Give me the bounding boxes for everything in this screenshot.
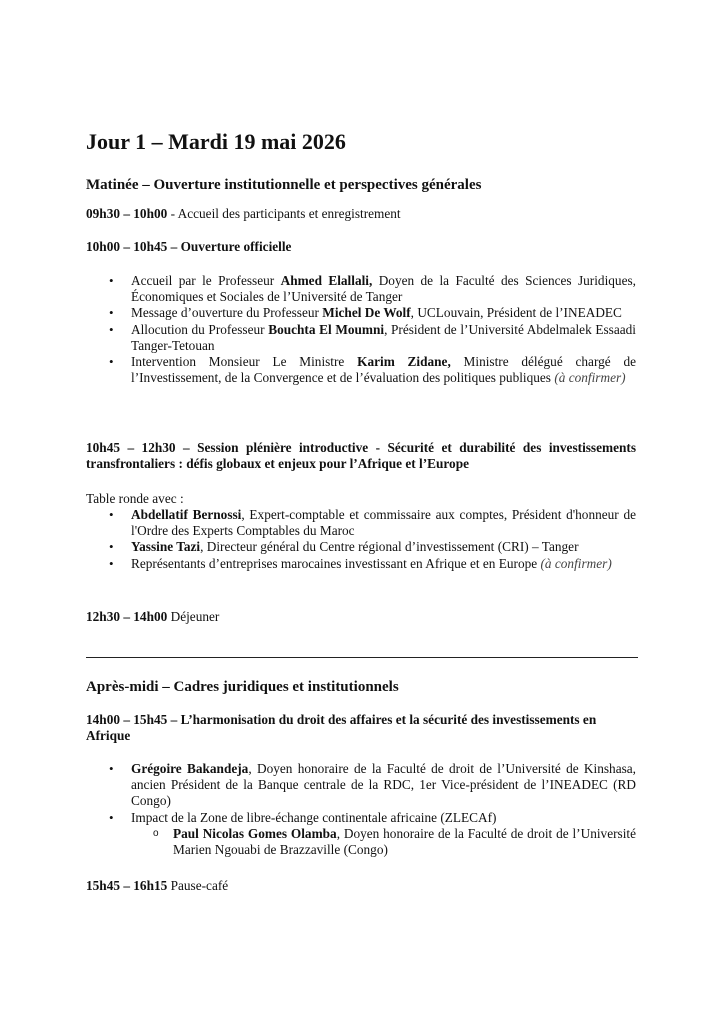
plenary-intro: Table ronde avec : xyxy=(86,491,184,506)
list-item xyxy=(86,507,636,539)
speaker-name: Bouchta El Moumni xyxy=(268,321,385,337)
item-text: Ministre délégué chargé de l’Investissement, de la Convergence et de l’évaluation des politiques publiques xyxy=(131,354,636,386)
list-item xyxy=(86,556,636,572)
item-text: , Directeur général du Centre régional d’investissement (CRI) – Tanger xyxy=(200,539,579,555)
list-item xyxy=(86,810,636,826)
opening-heading: 10h00 – 10h45 – Ouverture officielle xyxy=(86,239,292,254)
section-divider xyxy=(86,657,638,658)
list-item xyxy=(86,322,636,354)
item-text: Allocution du Professeur xyxy=(131,321,269,337)
speaker-name: Paul Nicolas Gomes Olamba xyxy=(173,825,337,841)
speaker-name: Ahmed Elallali, xyxy=(280,273,373,288)
item-text: , UCLouvain, Président de l’INEADEC xyxy=(410,305,622,321)
speaker-name: Abdellatif Bernossi xyxy=(131,507,242,522)
list-item xyxy=(86,305,636,321)
list-item xyxy=(86,539,636,555)
item-text: , Expert-comptable et commissaire aux comptes, Président d'honneur de l'Ordre des Experts Comptables du Maroc xyxy=(131,507,637,539)
welcome-text: - Accueil des participants et enregistrement xyxy=(167,206,401,221)
item-text: Accueil par le Professeur xyxy=(131,273,281,288)
lunch-text: Déjeuner xyxy=(167,609,220,624)
speaker-name: Michel De Wolf xyxy=(322,305,411,321)
item-text: Intervention Monsieur Le Ministre xyxy=(131,354,358,370)
item-text: , Doyen honoraire de la Faculté de droit de l’Université de Kinshasa, ancien Président de la Banque centrale de la RDC, 1er Vice-président de l’INEADEC (RD Congo) xyxy=(131,761,637,809)
item-text: Message d’ouverture du Professeur xyxy=(131,305,323,321)
welcome-time: 09h30 – 10h00 xyxy=(86,206,168,221)
item-text: , Président de l’Université Abdelmalek Essaadi Tanger-Tetouan xyxy=(131,321,636,353)
tbc-note: (à confirmer) xyxy=(540,555,612,571)
lunch-line xyxy=(86,609,636,625)
lunch-time: 12h30 – 14h00 xyxy=(86,609,168,624)
item-text: Doyen de la Faculté des Sciences Juridiques, Économiques et Sociales de l’Université de Tanger xyxy=(131,273,636,305)
coffee-line xyxy=(86,878,636,894)
coffee-text: Pause-café xyxy=(167,878,229,893)
list-item xyxy=(86,273,636,305)
speaker-name: Grégoire Bakandeja xyxy=(131,761,249,776)
afternoon-list xyxy=(86,761,636,858)
tbc-note: (à confirmer) xyxy=(554,370,626,386)
coffee-time: 15h45 – 16h15 xyxy=(86,878,168,893)
afternoon-session-heading: 14h00 – 15h45 – L’harmonisation du droit des affaires et la sécurité des investissements en Afrique xyxy=(86,712,597,743)
speaker-name: Karim Zidane, xyxy=(357,354,451,370)
list-item xyxy=(86,354,636,386)
opening-list xyxy=(86,273,636,386)
speaker-name: Yassine Tazi xyxy=(131,539,201,555)
morning-heading: Matinée – Ouverture institutionnelle et perspectives générales xyxy=(86,177,482,193)
afternoon-heading: Après-midi – Cadres juridiques et institutionnels xyxy=(86,679,399,695)
sub-list-item xyxy=(86,826,636,858)
plenary-heading: 10h45 – 12h30 – Session plénière introductive - Sécurité et durabilité des investissements transfrontaliers : défis globaux et enjeux pour l’Afrique et l’Europe xyxy=(86,440,636,471)
day-title: Jour 1 – Mardi 19 mai 2026 xyxy=(86,129,346,154)
item-text: , Doyen honoraire de la Faculté de droit de l’Université Marien Ngouabi de Brazzaville (Congo) xyxy=(173,825,636,858)
item-text: Représentants d’entreprises marocaines investissant en Afrique et en Europe xyxy=(131,555,541,571)
list-item xyxy=(86,761,636,810)
plenary-list xyxy=(86,507,636,572)
item-text: Impact de la Zone de libre-échange continentale africaine (ZLECAf) xyxy=(131,809,497,825)
welcome-line xyxy=(86,206,636,222)
